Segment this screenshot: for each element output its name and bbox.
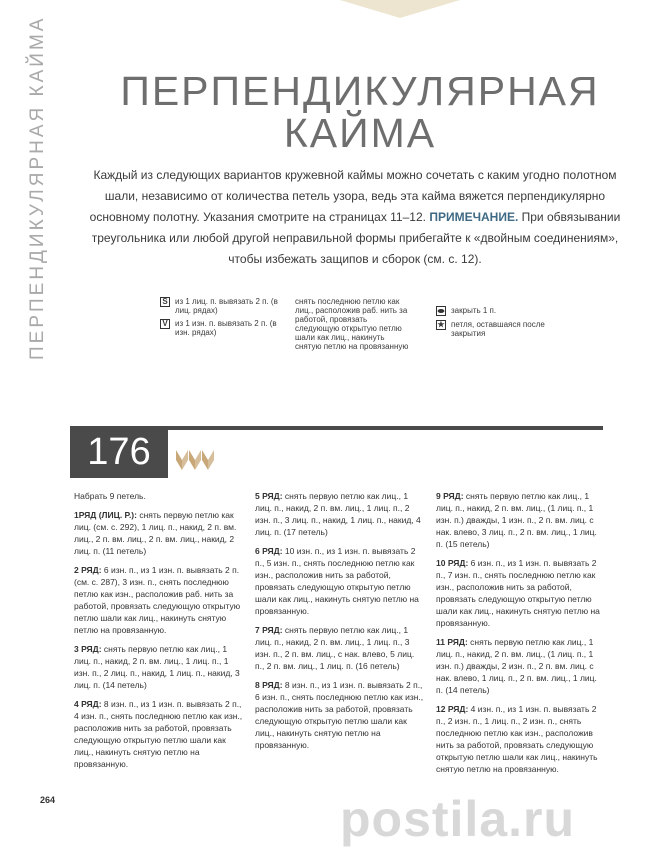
row-label: 5 РЯД:	[255, 491, 283, 501]
row-label: 8 РЯД:	[255, 680, 283, 690]
row-label: 11 РЯД:	[436, 637, 468, 647]
header-rule	[168, 426, 603, 430]
instruction-row	[255, 679, 425, 751]
row-label: 10 РЯД:	[436, 558, 469, 568]
instruction-row	[436, 557, 606, 629]
legend-column-3	[436, 306, 546, 342]
legend-text: из 1 изн. п. вывязать 2 п. (в изн. рядах)	[175, 319, 277, 337]
row-text: снять первую петлю как лиц., 1 лиц. п., накид, 2 п. вм. лиц., (1 лиц. п., 1 изн. п.) дважды, 2 изн. п., 2 п. вм. лиц. с нак. влево, 1 лиц. п., 2 п. вм. лиц., 1 лиц. п. (14 петель)	[436, 637, 597, 695]
instruction-row	[255, 490, 425, 538]
row-text: снять первую петлю как лиц., 1 лиц. п., накид, 2 п. вм. лиц., 1 лиц. п., 2 изн. п., 3 лиц. п., накид, 1 лиц. п., накид, 4 лиц. п. (17 петель)	[255, 491, 421, 537]
note-text: При обвязывании треугольника или любой другой неправильной формы прибегайте к «двойным соединениям», чтобы избежать защипов и сборок (см. с. 12).	[91, 210, 621, 266]
legend-item	[436, 320, 546, 338]
instruction-row	[436, 490, 606, 550]
row-label: 12 РЯД:	[436, 704, 469, 714]
intro-text: Каждый из следующих вариантов кружевной каймы можно сочетать с каким угодно полотном шали, независимо от количества петель узора, ведь эта кайма вяжется перпендикулярно основному полотну. Указания смотрите на страницах 11–12.	[89, 168, 617, 224]
instruction-row	[74, 698, 244, 770]
title-line-1: ПЕРПЕНДИКУЛЯРНАЯ	[120, 68, 600, 114]
instruction-row	[74, 490, 244, 502]
cast-on-text: Набрать 9 петель.	[74, 491, 146, 501]
row-text: 4 изн. п., из 1 изн. п. вывязать 2 п., 2 изн. п., 1 лиц. п., 2 изн. п., снять последнюю петлю как изн., расположив нить за работой, провязать следующую открытую петлю шали как лиц., накинуть снятую петлю на провязанную.	[436, 704, 598, 774]
row-text: снять первую петлю как лиц., 1 лиц. п., накид, 2 п. вм. лиц., 1 лиц. п., 3 изн. п., 2 п. вм. лиц., с нак. влево, 5 лиц. п., 2 п. вм. лиц., 1 лиц. п. (16 петель)	[255, 625, 415, 671]
row-text: 8 изн. п., из 1 изн. п. вывязать 2 п., 4 изн. п., снять последнюю петлю как изн., расположив нить за работой, провязать следующую открытую петлю шали как лиц., накинуть снятую петлю на провязанную.	[74, 699, 243, 769]
legend-text: закрыть 1 п.	[451, 306, 497, 315]
increase-knit-icon: S	[160, 297, 170, 307]
row-text: снять первую петлю как лиц., 1 лиц. п., накид, 2 п. вм. лиц., (1 лиц. п., 1 изн. п.) дважды, 1 изн. п., 2 п. вм. лиц. с нак. влево, 3 лиц. п., 2 п. вм. лиц., 1 лиц. п. (15 петель)	[436, 491, 597, 549]
row-text: 6 изн. п., из 1 изн. п. вывязать 2 п. (см. с. 287), 3 изн. п., снять последнюю петлю как изн., расположив раб. нить за работой, провязать следующую открытую петлю шали как лиц., накинуть снятую петлю на провязанную.	[74, 565, 241, 635]
legend-column-2	[292, 297, 412, 351]
row-label: 9 РЯД:	[436, 491, 464, 501]
instruction-row	[74, 564, 244, 636]
row-label: 7 РЯД:	[255, 625, 283, 635]
page-number: 264	[40, 795, 56, 805]
row-label: 3 РЯД:	[74, 644, 102, 654]
pattern-header	[70, 426, 603, 478]
instructions-column-3	[436, 490, 606, 782]
pattern-number: 176	[70, 426, 168, 478]
row-label: 1РЯД (ЛИЦ. Р.):	[74, 510, 137, 520]
legend-text: петля, оставшаяся после закрытия	[451, 320, 545, 338]
stitch-grid-icon	[174, 448, 214, 477]
row-label: 4 РЯД:	[74, 699, 102, 709]
row-text: снять первую петлю как лиц., 1 лиц. п., накид, 2 п. вм. лиц., 1 лиц. п., 1 изн. п., 2 лиц. п., накид, 1 лиц. п., накид, 3 лиц. п. (14 петель)	[74, 644, 240, 690]
legend-column-1	[160, 297, 280, 341]
row-text: 6 изн. п., из 1 изн. п. вывязать 2 п., 7 изн. п., снять последнюю петлю как изн., расположив нить за работой, провязать следующую открытую петлю шали как лиц., накинуть снятую петлю на провязанную.	[436, 558, 600, 628]
legend-item	[160, 297, 280, 315]
row-text: снять первую петлю как лиц. (см. с. 292), 1 лиц. п., накид, 2 п. вм. лиц., 2 п. вм. лиц., 2 п. вм. лиц., накид, 2 лиц. п. (11 петель)	[74, 510, 237, 556]
legend-item	[436, 306, 546, 316]
title-line-2: КАЙМА	[283, 110, 437, 156]
bind-off-icon	[436, 306, 446, 316]
legend-item	[160, 319, 280, 337]
page-title	[90, 70, 630, 154]
legend-text: из 1 лиц. п. вывязать 2 п. (в лиц. рядах)	[175, 297, 278, 315]
row-text: 10 изн. п., из 1 изн. п. вывязать 2 п., 5 изн. п., снять последнюю петлю как изн., расположив нить за работой, провязать следующую открытую петлю шали как лиц., накинуть снятую петлю на провязанную.	[255, 546, 419, 616]
instruction-row	[255, 545, 425, 617]
top-decoration	[340, 0, 460, 18]
instructions-column-2	[255, 490, 425, 758]
watermark: postila.ru	[340, 791, 576, 847]
instruction-row	[74, 643, 244, 691]
increase-purl-icon: V	[160, 319, 170, 329]
instruction-row	[74, 509, 244, 557]
row-text: 8 изн. п., из 1 изн. п. вывязать 2 п., 6 изн. п., снять последнюю петлю как изн., расположив нить за работой, провязать следующую открытую петлю шали как лиц., накинуть снятую петлю на провязанную.	[255, 680, 424, 750]
legend-text: снять последнюю петлю как лиц., расположив раб. нить за работой, провязать следующую открытую петлю шали как лиц., накинуть снятую петлю на провязанную	[295, 297, 409, 351]
row-label: 6 РЯД:	[255, 546, 283, 556]
side-section-title: ПЕРПЕНДИКУЛЯРНАЯ КАЙМА	[27, 15, 48, 360]
star-icon: ★	[437, 320, 445, 329]
intro-paragraph	[80, 165, 630, 270]
instruction-row	[436, 703, 606, 775]
row-label: 2 РЯД:	[74, 565, 102, 575]
instruction-row	[255, 624, 425, 672]
instruction-row	[436, 636, 606, 696]
note-label: ПРИМЕЧАНИЕ.	[429, 210, 519, 224]
instructions-column-1	[74, 490, 244, 777]
